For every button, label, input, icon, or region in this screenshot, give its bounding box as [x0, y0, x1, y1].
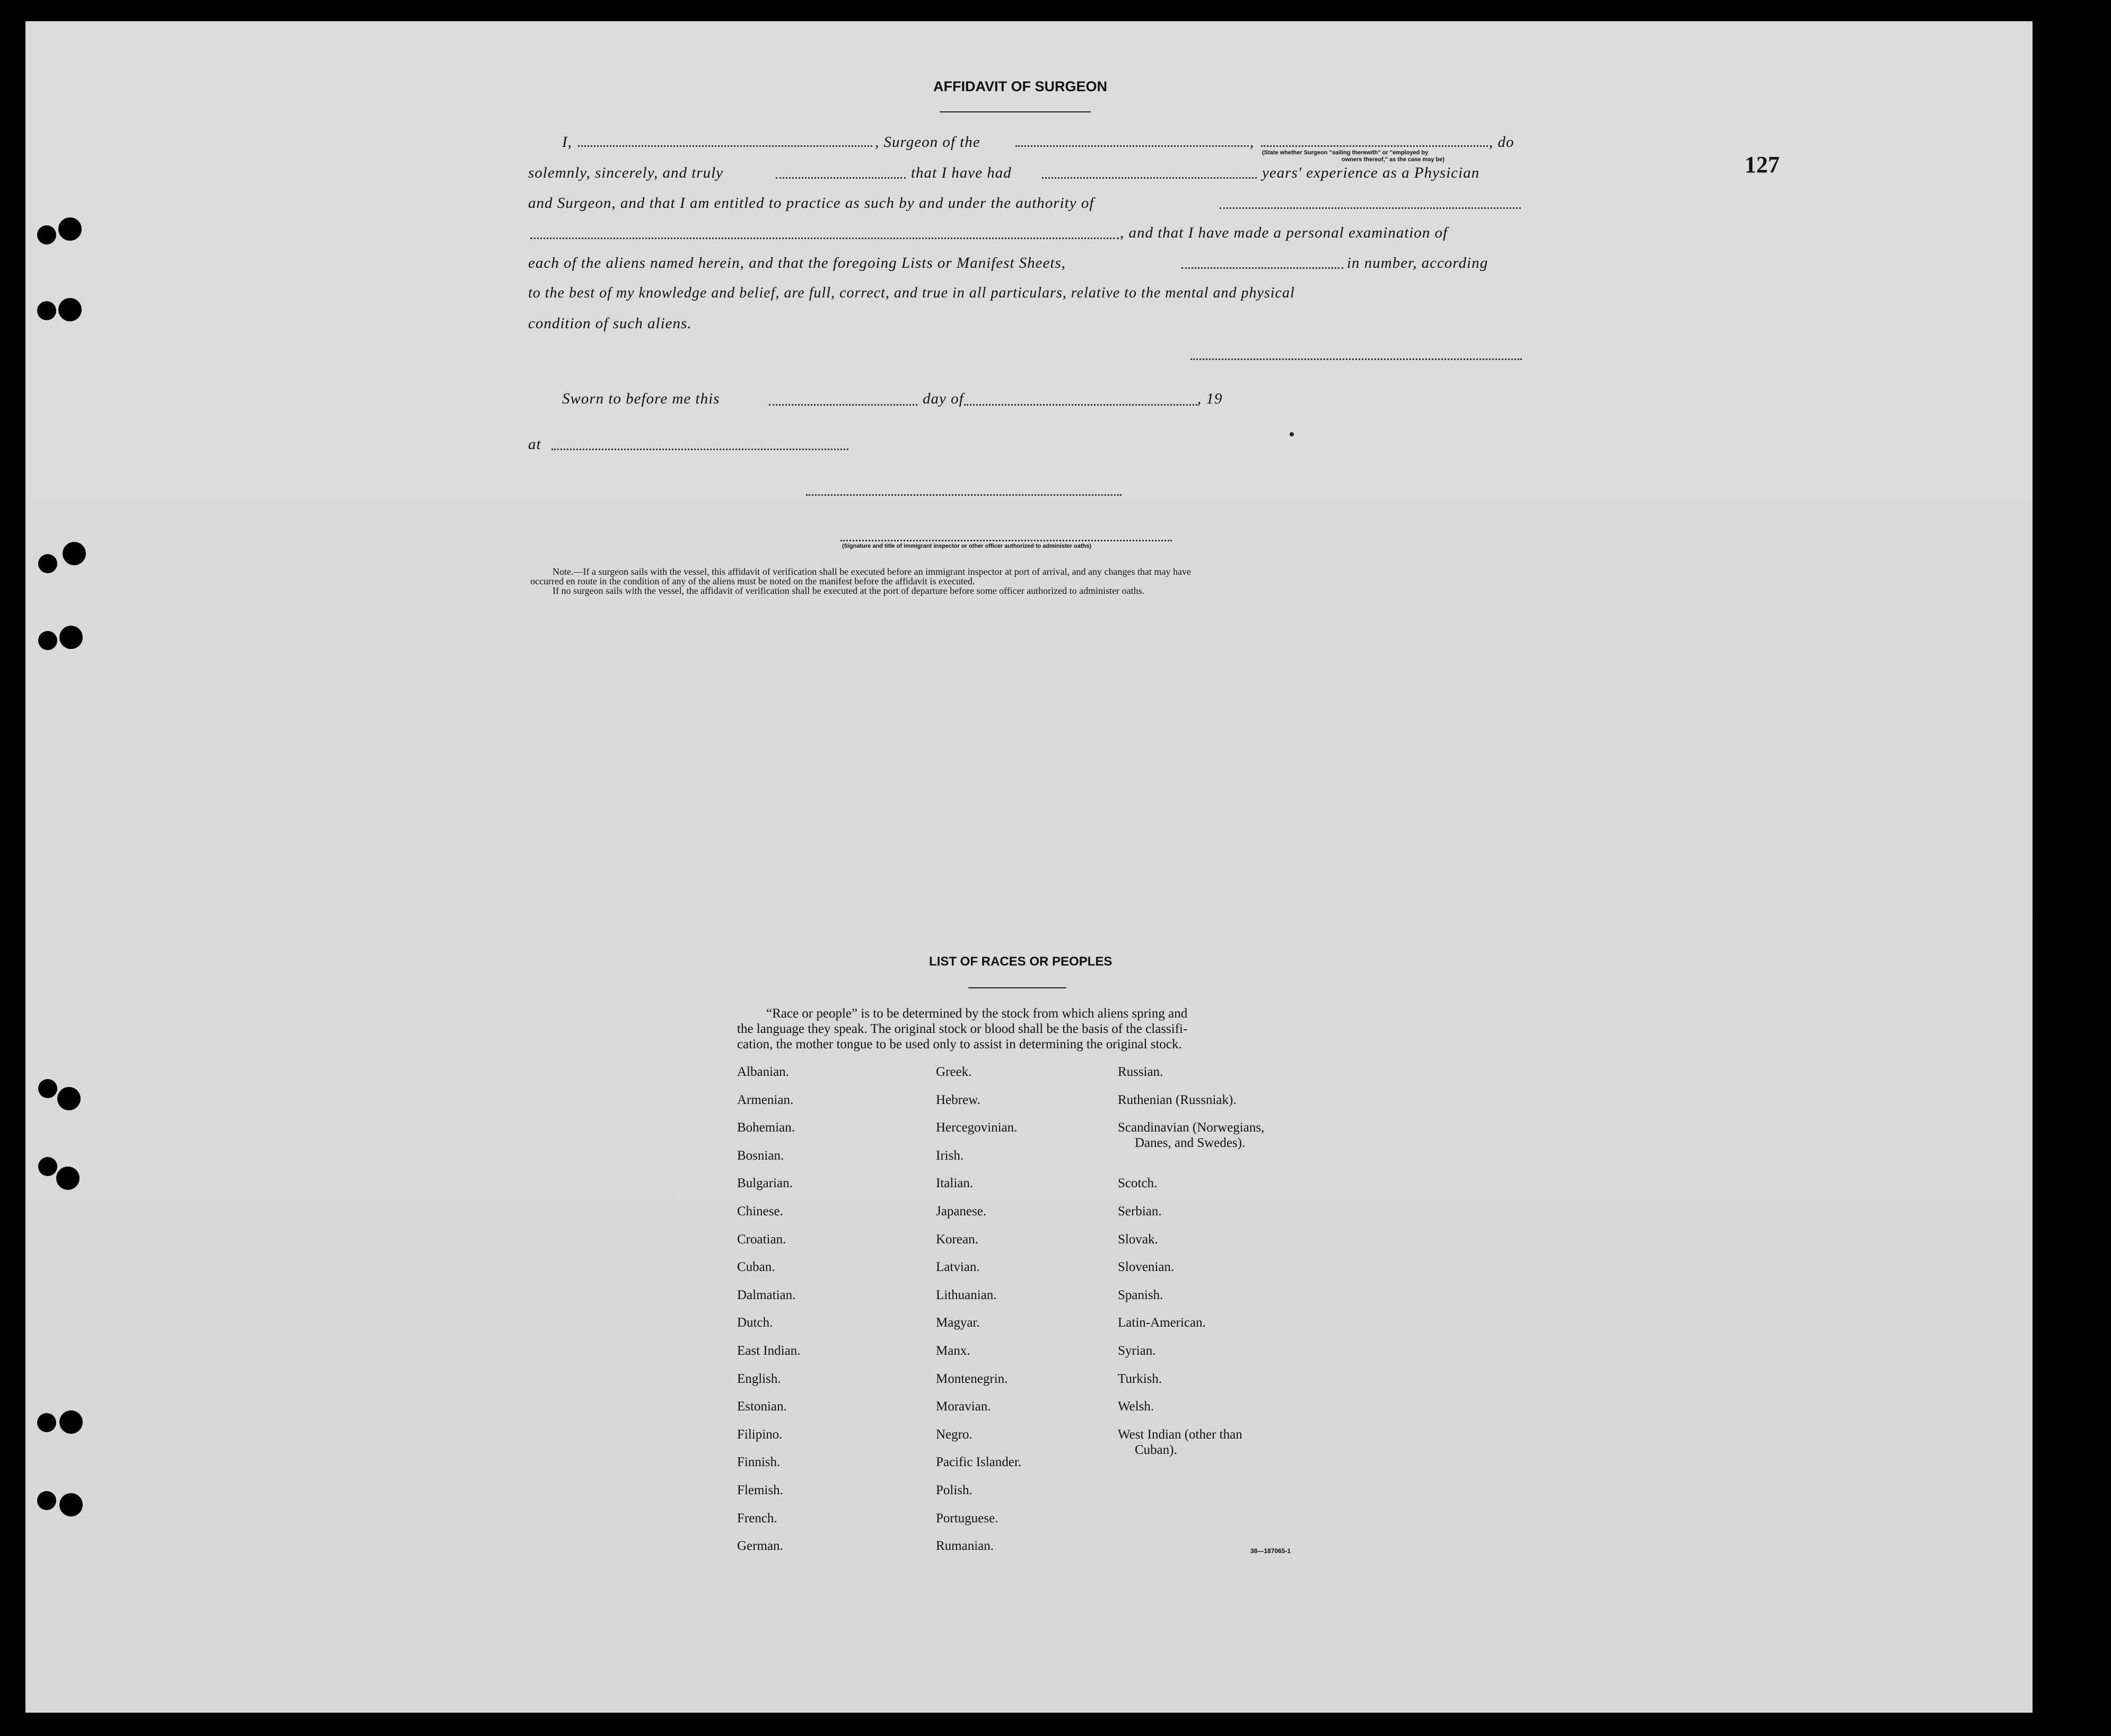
race-entry: Welsh.	[1118, 1399, 1154, 1414]
race-entry: Italian.	[936, 1176, 974, 1191]
race-entry: Bulgarian.	[737, 1176, 793, 1191]
title-underline	[968, 987, 1066, 988]
race-entry: Spanish.	[1118, 1287, 1163, 1302]
race-entry: Chinese.	[737, 1204, 783, 1218]
form-code: 38—187065-1	[1250, 1547, 1291, 1555]
race-entry: Cuban.	[737, 1260, 775, 1275]
fill-in-line	[530, 238, 1119, 239]
race-entry: Hercegovinian.	[936, 1120, 1018, 1135]
punch-hole	[38, 631, 57, 650]
races-intro: “Race or people” is to be determined by the stock from which aliens spring and	[766, 1006, 1188, 1021]
race-entry: East Indian.	[737, 1344, 801, 1358]
punch-hole	[38, 554, 57, 573]
race-entry: Irish.	[936, 1148, 964, 1163]
document-page	[25, 21, 2033, 1713]
race-entry: Lithuanian.	[936, 1287, 997, 1302]
affidavit-text: , and that I have made a personal examination of	[1120, 224, 1448, 241]
note-text: Note.—If a surgeon sails with the vessel, this affidavit of verification shall be executed before an immigrant inspector at port of arrival, and any changes that may have	[553, 566, 1191, 577]
race-entry: Magyar.	[936, 1316, 980, 1330]
race-entry: French.	[737, 1511, 777, 1525]
fill-in-line	[578, 145, 872, 147]
race-entry: Latin-American.	[1118, 1316, 1206, 1330]
punch-hole	[56, 1167, 80, 1190]
signature-line	[806, 494, 1122, 496]
fill-in-line	[1220, 207, 1521, 209]
sworn-text: , 19	[1197, 390, 1223, 407]
race-entry: Moravian.	[936, 1399, 991, 1414]
affidavit-text: to the best of my knowledge and belief, are full, correct, and true in all particulars, relative to the mental and physical	[528, 285, 1295, 301]
affidavit-title: AFFIDAVIT OF SURGEON	[933, 78, 1107, 94]
race-entry: Scotch.	[1118, 1176, 1158, 1191]
races-intro: the language they speak. The original stock or blood shall be the basis of the classifi-	[737, 1022, 1188, 1036]
affidavit-text: that I have had	[911, 164, 1012, 181]
race-entry: Serbian.	[1118, 1204, 1162, 1218]
punch-hole	[57, 1087, 81, 1110]
race-entry: Syrian.	[1118, 1344, 1156, 1358]
punch-hole	[59, 1493, 83, 1516]
race-entry: Negro.	[936, 1427, 973, 1442]
punch-hole	[38, 1157, 57, 1176]
race-entry: West Indian (other than	[1118, 1427, 1242, 1442]
fill-in-line	[1261, 145, 1488, 147]
fill-in-line	[769, 404, 917, 406]
race-entry: Turkish.	[1118, 1371, 1162, 1386]
affidavit-text: I,	[562, 134, 572, 151]
race-entry: Polish.	[936, 1483, 973, 1497]
fill-in-line	[776, 177, 906, 179]
races-title: LIST OF RACES OR PEOPLES	[929, 954, 1113, 969]
race-entry: German.	[737, 1539, 783, 1554]
punch-hole	[37, 1413, 56, 1432]
race-entry: Ruthenian (Russniak).	[1118, 1092, 1237, 1107]
punch-hole	[59, 626, 83, 649]
fill-in-line	[551, 449, 848, 450]
race-entry: Estonian.	[737, 1399, 787, 1414]
race-entry: Armenian.	[737, 1092, 794, 1107]
affidavit-text: solemnly, sincerely, and truly	[528, 164, 724, 181]
affidavit-text: and Surgeon, and that I am entitled to practice as such by and under the authority of	[528, 195, 1094, 212]
affidavit-text: , Surgeon of the	[875, 134, 980, 151]
punch-hole	[37, 1491, 56, 1510]
race-entry: Slovak.	[1118, 1232, 1158, 1247]
race-entry: Manx.	[936, 1344, 970, 1358]
race-entry: Rumanian.	[936, 1539, 994, 1554]
punch-hole	[37, 225, 56, 244]
race-entry: Bosnian.	[737, 1148, 784, 1163]
punch-hole	[38, 1079, 57, 1098]
race-entry: Dutch.	[737, 1316, 773, 1330]
race-entry: Albanian.	[737, 1065, 789, 1079]
page-number: 127	[1745, 152, 1780, 178]
affidavit-text: in number, according	[1347, 255, 1488, 271]
at-text: at	[528, 436, 541, 453]
signature-caption: (Signature and title of immigrant inspector or other officer authorized to administer oaths)	[842, 543, 1091, 549]
note-text: If no surgeon sails with the vessel, the affidavit of verification shall be executed at the port of departure before some officer authorized to administer oaths.	[553, 585, 1145, 596]
race-entry: Filipino.	[737, 1427, 783, 1442]
race-entry: Scandinavian (Norwegians,	[1118, 1120, 1265, 1135]
races-intro: cation, the mother tongue to be used only to assist in determining the original stock.	[737, 1037, 1182, 1051]
sworn-text: day of	[923, 390, 964, 407]
punch-hole	[58, 217, 82, 241]
note-text: occurred en route in the condition of any of the aliens must be noted on the manifest before the affidavit is executed.	[530, 576, 975, 586]
signature-line	[1190, 358, 1522, 360]
race-entry: English.	[737, 1371, 781, 1386]
race-entry: Hebrew.	[936, 1092, 980, 1107]
fill-in-line	[1181, 267, 1343, 269]
race-entry: Finnish.	[737, 1455, 781, 1470]
affidavit-text: ,	[1250, 134, 1255, 151]
ink-speck	[1290, 432, 1294, 436]
fill-in-line	[1042, 177, 1257, 179]
punch-hole	[58, 298, 82, 321]
race-entry: Flemish.	[737, 1483, 783, 1497]
title-underline	[940, 111, 1091, 112]
punch-hole	[37, 301, 56, 320]
fill-in-hint: (State whether Surgeon "sailing therewith" or "employed by	[1262, 150, 1429, 156]
punch-hole	[63, 542, 86, 565]
sworn-text: Sworn to before me this	[562, 390, 720, 407]
affidavit-text: condition of such aliens.	[528, 315, 692, 332]
race-entry: Bohemian.	[737, 1120, 795, 1135]
race-entry: Russian.	[1118, 1065, 1163, 1079]
race-entry: Montenegrin.	[936, 1371, 1008, 1386]
race-entry: Japanese.	[936, 1204, 987, 1218]
punch-hole	[59, 1410, 83, 1434]
race-entry: Pacific Islander.	[936, 1455, 1022, 1470]
race-entry: Korean.	[936, 1232, 978, 1247]
race-entry: Croatian.	[737, 1232, 786, 1247]
affidavit-text: , do	[1489, 134, 1514, 151]
race-entry: Cuban).	[1135, 1442, 1177, 1457]
fill-in-line	[1015, 145, 1249, 147]
race-entry: Portuguese.	[936, 1511, 998, 1525]
affidavit-text: each of the aliens named herein, and that the foregoing Lists or Manifest Sheets,	[528, 255, 1066, 271]
fill-in-line	[964, 404, 1197, 406]
race-entry: Slovenian.	[1118, 1260, 1175, 1275]
signature-line	[840, 540, 1172, 541]
race-entry: Latvian.	[936, 1260, 980, 1275]
race-entry: Greek.	[936, 1065, 972, 1079]
affidavit-text: years' experience as a Physician	[1262, 164, 1480, 181]
race-entry: Danes, and Swedes).	[1135, 1136, 1246, 1151]
fill-in-hint: owners thereof," as the case may be)	[1342, 156, 1445, 163]
race-entry: Dalmatian.	[737, 1287, 796, 1302]
